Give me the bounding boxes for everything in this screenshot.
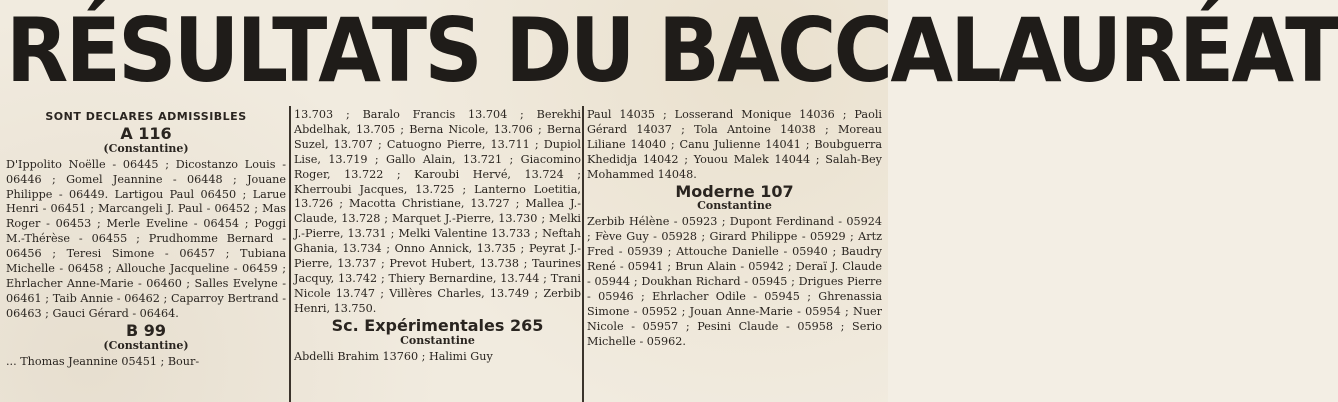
column-3 bbox=[587, 108, 882, 350]
city-label: (Constantine) bbox=[103, 141, 189, 155]
exam-section-title: Sc. Expérimentales 265 bbox=[331, 315, 544, 335]
city-label: Constantine bbox=[697, 199, 772, 213]
candidate-list: 13.703 ; Baralo Francis 13.704 ; Berekhi Abdelhak, 13.705 ; Berna Nicole, 13.706 ; Berna Suzel, 13.707 ; Catuogno Pierre, 13.711 ; Dupiol Lise, 13.719 ; Gallo Alain, 13.721 ; Giacomino Roger, 13.722 ; Karoubi Hervé, 13.724 ; Kherroubi Jacques, 13.725 ; Lanterno Loetitia, 13.726 ; Macotta Christiane, 13.727 ; Mallea J.-Claude, 13.728 ; Marquet J.-Pierre, 13.730 ; Melki J.-Pierre, 13.731 ; Melki Valentine 13.733 ; Neftah Ghania, 13.734 ; Onno Annick, 13.735 ; Peyrat J.-Pierre, 13.737 ; Prevot Hubert, 13.738 ; Taurines Jacquy, 13.742 ; Thiery Bernardine, 13.744 ; Trani Nicole 13.747 ; Villères Charles, 13.749 ; Zerbib Henri, 13.750. bbox=[294, 108, 581, 315]
column-rule-2 bbox=[582, 106, 584, 402]
column-rule-1 bbox=[289, 106, 291, 402]
headline: RÉSULTATS DU BACCALAURÉAT bbox=[6, 0, 1338, 102]
exam-section-title: B 99 bbox=[125, 320, 167, 340]
exam-section-title: Moderne 107 bbox=[675, 181, 794, 201]
exam-section-title: A 116 bbox=[120, 123, 172, 143]
column-2 bbox=[294, 108, 581, 364]
candidate-list: ... Thomas Jeannine 05451 ; Bour- bbox=[6, 354, 200, 368]
candidate-list: Paul 14035 ; Losserand Monique 14036 ; Paoli Gérard 14037 ; Tola Antoine 14038 ; Moreau Liliane 14040 ; Canu Julienne 14041 ; Boubguerra Khedidja 14042 ; Youou Malek 14044 ; Salah-Bey Mohammed 14048. bbox=[587, 108, 882, 181]
candidate-list: Abdelli Brahim 13760 ; Halimi Guy bbox=[294, 349, 493, 363]
admissibles-heading: SONT DECLARES ADMISSIBLES bbox=[45, 110, 247, 123]
candidate-list: D'Ippolito Noëlle - 06445 ; Dicostanzo Louis - 06446 ; Gomel Jeannine - 06448 ; Jouane Philippe - 06449. Lartigou Paul 06450 ; Larue Henri - 06451 ; Marcangeli J. Paul - 06452 ; Mas Roger - 06453 ; Merle Eveline - 06454 ; Poggi M.-Thérèse - 06455 ; Prudhomme Bernard - 06456 ; Teresi Simone - 06457 ; Tubiana Michelle - 06458 ; Allouche Jacqueline - 06459 ; Ehrlacher Anne-Marie - 06460 ; Salles Evelyne - 06461 ; Taib Annie - 06462 ; Caparroy Bertrand - 06463 ; Gauci Gérard - 06464. bbox=[6, 157, 286, 320]
candidate-list: Zerbib Hélène - 05923 ; Dupont Ferdinand - 05924 ; Fève Guy - 05928 ; Girard Philippe - 05929 ; Artz Fred - 05939 ; Attouche Danielle - 05940 ; Baudry René - 05941 ; Brun Alain - 05942 ; Deraï J. Claude - 05944 ; Doukhan Richard - 05945 ; Drigues Pierre - 05946 ; Ehrlacher Odile - 05945 ; Ghrenassia Simone - 05952 ; Jouan Anne-Marie - 05954 ; Nuer Nicole - 05957 ; Pesini Claude - 05958 ; Serio Michelle - 05962. bbox=[587, 215, 882, 348]
city-label: (Constantine) bbox=[103, 338, 189, 352]
column-1 bbox=[6, 108, 286, 369]
city-label: Constantine bbox=[400, 333, 475, 347]
